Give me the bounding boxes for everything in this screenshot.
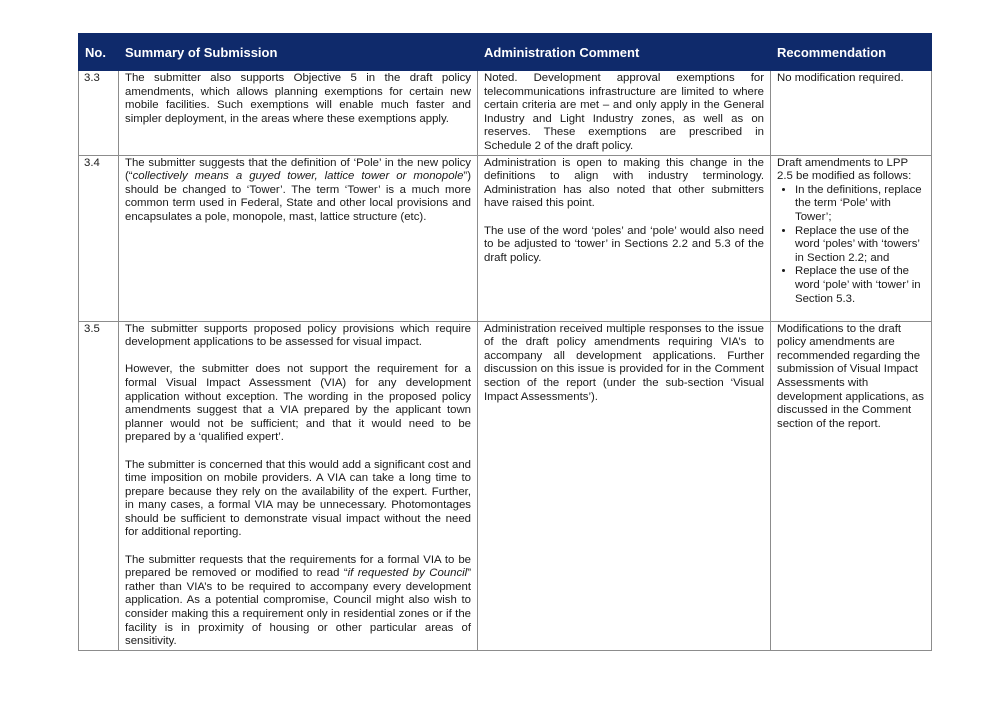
row-number: 3.3 — [79, 71, 119, 156]
header-no: No. — [79, 34, 119, 71]
summary-cell — [119, 71, 478, 156]
comment-paragraph: Administration is open to making this change in the definitions to align with industry terminology. Administration has also noted that other submitters have raised this point. — [484, 156, 764, 210]
recommendation-list — [777, 184, 925, 306]
submissions-table-wrapper — [78, 33, 931, 651]
summary-paragraph: The submitter is concerned that this would add a significant cost and time imposition on mobile providers. A VIA can take a long time to prepare because they rely on the availability of the expert. Further, in many cases, a formal VIA may be unnecessary. Photomontages should be sufficient to demonstrate visual impact without the need for additional reporting. — [125, 458, 471, 539]
comment-text: Noted. Development approval exemptions for telecommunications infrastructure are limited to where certain criteria are met – and only apply in the General Industry and Light Industry zones, as well as on reserves. These exemptions are prescribed in Schedule 2 of the draft policy. — [484, 72, 764, 152]
table-row — [79, 155, 932, 321]
summary-quote: if requested by Council — [347, 567, 468, 580]
table-row — [79, 71, 932, 156]
recommendation-text: No modification required. — [777, 72, 904, 84]
submissions-table — [78, 33, 932, 651]
summary-cell — [119, 155, 478, 321]
summary-text-part: ”) should be changed to ‘Tower’. The term ‘Tower’ is a much more common term used in Federal, State and other local provisions and encapsulates a pole, monopole, mast, lattice structure (etc). — [125, 170, 471, 223]
summary-cell — [119, 321, 478, 650]
recommendation-cell — [771, 155, 932, 321]
recommendation-cell — [771, 321, 932, 650]
summary-text — [125, 157, 471, 225]
list-item: • In the definitions, replace the term ‘Pole’ with Tower’; — [795, 184, 925, 225]
summary-paragraph — [125, 554, 471, 649]
comment-cell — [478, 71, 771, 156]
summary-text-part: The submitter suggests that the definition of ‘Pole’ in the new policy (“ — [125, 156, 471, 183]
recommendation-intro: Draft amendments to LPP 2.5 be modified as follows: — [777, 156, 912, 183]
row-number: 3.5 — [79, 321, 119, 650]
header-recommendation: Recommendation — [771, 34, 932, 71]
list-item: • Replace the use of the word ‘poles’ with ‘towers’ in Section 2.2; and — [795, 225, 925, 266]
summary-text-part: The submitter requests that the requirements for a formal VIA to be prepared be removed or modified to read “ — [125, 553, 471, 580]
header-summary: Summary of Submission — [119, 34, 478, 71]
row-number: 3.4 — [79, 155, 119, 321]
comment-cell — [478, 155, 771, 321]
summary-text: The submitter also supports Objective 5 in the draft policy amendments, which allows planning exemptions for certain new mobile facilities. Such exemptions will enable much faster and simpler deployment, in the areas where these exemptions apply. — [125, 72, 471, 125]
recommendation-text: Modifications to the draft policy amendments are recommended regarding the submission of Visual Impact Assessments with development applications, as discussed in the Comment section of the report. — [777, 322, 924, 430]
recommendation-cell — [771, 71, 932, 156]
list-item: • Replace the use of the word ‘pole’ with ‘tower’ in Section 5.3. — [795, 265, 925, 306]
table-header-row — [79, 34, 932, 71]
comment-text: Administration received multiple responses to the issue of the draft policy amendments requiring VIA’s to accompany all development applications. Further discussion on this issue is provided for in the Comment section of the report (under the sub-section ‘Visual Impact Assessments’). — [484, 322, 764, 403]
summary-text-part: ” rather than VIA’s to be required to accompany every development application. As a potential compromise, Council might also wish to consider making this a requirement only in residential zones or if the facility is in proximity of housing or other particular areas of sensitivity. — [125, 567, 472, 648]
header-comment: Administration Comment — [478, 34, 771, 71]
summary-paragraph: The submitter supports proposed policy provisions which require development applications to be assessed for visual impact. — [125, 322, 471, 349]
summary-paragraph: However, the submitter does not support the requirement for a formal Visual Impact Assessment (VIA) for any development application without exception. The wording in the proposed policy amendments suggest that a VIA prepared by the applicant town planner would not be sufficient; and that it would need to be prepared by a ‘qualified expert’. — [125, 363, 471, 444]
comment-paragraph: The use of the word ‘poles’ and ‘pole’ would also need to be adjusted to ‘tower’ in Sections 2.2 and 5.3 of the draft policy. — [484, 224, 764, 264]
comment-cell — [478, 321, 771, 650]
summary-quote: collectively means a guyed tower, lattice tower or monopole — [132, 170, 464, 183]
table-row — [79, 321, 932, 650]
